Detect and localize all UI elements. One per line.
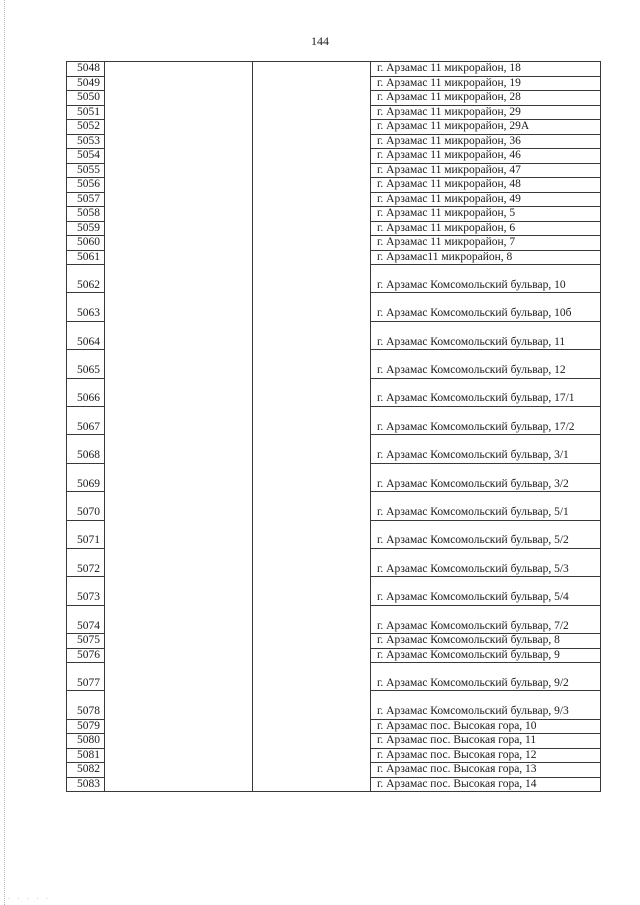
row-number-cell: 5072: [67, 548, 105, 576]
empty-cell: [253, 192, 371, 207]
table-row: [67, 378, 601, 406]
row-number-cell: 5063: [67, 293, 105, 321]
row-number-cell: 5075: [67, 634, 105, 649]
empty-cell: [253, 719, 371, 734]
empty-cell: [253, 777, 371, 792]
address-cell: г. Арзамас Комсомольский бульвар, 5/3: [371, 548, 601, 576]
empty-cell: [105, 648, 253, 663]
empty-cell: [253, 221, 371, 236]
empty-cell: [105, 378, 253, 406]
row-number-cell: 5060: [67, 236, 105, 251]
row-number-cell: 5053: [67, 134, 105, 149]
row-number-cell: 5068: [67, 435, 105, 463]
table-row: [67, 149, 601, 164]
address-cell: г. Арзамас 11 микрорайон, 49: [371, 192, 601, 207]
empty-cell: [105, 120, 253, 135]
table-row: [67, 178, 601, 193]
address-table-body: [67, 62, 601, 792]
empty-cell: [105, 62, 253, 77]
empty-cell: [105, 691, 253, 719]
row-number-cell: 5082: [67, 763, 105, 778]
empty-cell: [253, 406, 371, 434]
empty-cell: [253, 492, 371, 520]
empty-cell: [105, 492, 253, 520]
row-number-cell: 5065: [67, 350, 105, 378]
row-number-cell: 5073: [67, 577, 105, 605]
table-row: [67, 105, 601, 120]
address-cell: г. Арзамас пос. Высокая гора, 13: [371, 763, 601, 778]
table-row: [67, 777, 601, 792]
address-cell: г. Арзамас Комсомольский бульвар, 9/2: [371, 663, 601, 691]
row-number-cell: 5048: [67, 62, 105, 77]
footer-marks: . . . . .: [8, 893, 51, 901]
row-number-cell: 5071: [67, 520, 105, 548]
empty-cell: [253, 105, 371, 120]
empty-cell: [253, 378, 371, 406]
address-cell: г. Арзамас 11 микрорайон, 47: [371, 163, 601, 178]
row-number-cell: 5052: [67, 120, 105, 135]
empty-cell: [253, 321, 371, 349]
table-row: [67, 406, 601, 434]
empty-cell: [105, 178, 253, 193]
address-cell: г. Арзамас Комсомольский бульвар, 5/2: [371, 520, 601, 548]
address-cell: г. Арзамас 11 микрорайон, 36: [371, 134, 601, 149]
empty-cell: [253, 734, 371, 749]
address-cell: г. Арзамас 11 микрорайон, 48: [371, 178, 601, 193]
table-row: [67, 748, 601, 763]
empty-cell: [253, 463, 371, 491]
empty-cell: [253, 605, 371, 633]
table-row: [67, 163, 601, 178]
table-row: [67, 350, 601, 378]
row-number-cell: 5055: [67, 163, 105, 178]
empty-cell: [105, 406, 253, 434]
empty-cell: [253, 207, 371, 222]
empty-cell: [253, 763, 371, 778]
address-cell: г. Арзамас Комсомольский бульвар, 7/2: [371, 605, 601, 633]
row-number-cell: 5067: [67, 406, 105, 434]
address-cell: г. Арзамас 11 микрорайон, 46: [371, 149, 601, 164]
address-cell: г. Арзамас пос. Высокая гора, 14: [371, 777, 601, 792]
address-cell: г. Арзамас 11 микрорайон, 18: [371, 62, 601, 77]
table-row: [67, 577, 601, 605]
row-number-cell: 5058: [67, 207, 105, 222]
address-cell: г. Арзамас Комсомольский бульвар, 8: [371, 634, 601, 649]
empty-cell: [105, 321, 253, 349]
address-cell: г. Арзамас Комсомольский бульвар, 5/1: [371, 492, 601, 520]
address-cell: г. Арзамас пос. Высокая гора, 11: [371, 734, 601, 749]
empty-cell: [105, 221, 253, 236]
row-number-cell: 5066: [67, 378, 105, 406]
address-cell: г. Арзамас Комсомольский бульвар, 17/1: [371, 378, 601, 406]
address-cell: г. Арзамас 11 микрорайон, 6: [371, 221, 601, 236]
table-row: [67, 605, 601, 633]
row-number-cell: 5080: [67, 734, 105, 749]
empty-cell: [105, 350, 253, 378]
empty-cell: [105, 763, 253, 778]
empty-cell: [253, 748, 371, 763]
table-row: [67, 548, 601, 576]
table-row: [67, 62, 601, 77]
page-number: 144: [311, 34, 329, 48]
address-cell: г. Арзамас 11 микрорайон, 29А: [371, 120, 601, 135]
table-row: [67, 663, 601, 691]
row-number-cell: 5074: [67, 605, 105, 633]
table-row: [67, 250, 601, 265]
empty-cell: [253, 134, 371, 149]
row-number-cell: 5051: [67, 105, 105, 120]
row-number-cell: 5081: [67, 748, 105, 763]
empty-cell: [105, 734, 253, 749]
page-left-edge: [4, 0, 6, 905]
empty-cell: [105, 463, 253, 491]
table-row: [67, 236, 601, 251]
address-cell: г. Арзамас 11 микрорайон, 5: [371, 207, 601, 222]
empty-cell: [105, 149, 253, 164]
empty-cell: [253, 435, 371, 463]
address-cell: г. Арзамас 11 микрорайон, 28: [371, 91, 601, 106]
empty-cell: [105, 293, 253, 321]
empty-cell: [105, 777, 253, 792]
table-row: [67, 634, 601, 649]
empty-cell: [105, 748, 253, 763]
address-cell: г. Арзамас Комсомольский бульвар, 9: [371, 648, 601, 663]
table-row: [67, 76, 601, 91]
row-number-cell: 5083: [67, 777, 105, 792]
address-cell: г. Арзамас Комсомольский бульвар, 11: [371, 321, 601, 349]
empty-cell: [253, 663, 371, 691]
empty-cell: [253, 91, 371, 106]
address-cell: г. Арзамас Комсомольский бульвар, 12: [371, 350, 601, 378]
empty-cell: [105, 719, 253, 734]
address-cell: г. Арзамас Комсомольский бульвар, 10: [371, 265, 601, 293]
empty-cell: [253, 520, 371, 548]
table-row: [67, 435, 601, 463]
empty-cell: [105, 605, 253, 633]
address-cell: г. Арзамас Комсомольский бульвар, 10б: [371, 293, 601, 321]
empty-cell: [253, 548, 371, 576]
row-number-cell: 5050: [67, 91, 105, 106]
empty-cell: [105, 192, 253, 207]
empty-cell: [105, 207, 253, 222]
row-number-cell: 5079: [67, 719, 105, 734]
empty-cell: [253, 691, 371, 719]
table-row: [67, 763, 601, 778]
empty-cell: [105, 91, 253, 106]
empty-cell: [253, 149, 371, 164]
address-cell: г. Арзамас Комсомольский бульвар, 5/4: [371, 577, 601, 605]
empty-cell: [105, 163, 253, 178]
table-row: [67, 648, 601, 663]
row-number-cell: 5054: [67, 149, 105, 164]
address-cell: г. Арзамас 11 микрорайон, 7: [371, 236, 601, 251]
empty-cell: [253, 178, 371, 193]
empty-cell: [105, 435, 253, 463]
table-row: [67, 192, 601, 207]
empty-cell: [105, 105, 253, 120]
empty-cell: [253, 634, 371, 649]
table-row: [67, 520, 601, 548]
row-number-cell: 5056: [67, 178, 105, 193]
address-cell: г. Арзамас Комсомольский бульвар, 3/2: [371, 463, 601, 491]
row-number-cell: 5069: [67, 463, 105, 491]
empty-cell: [253, 76, 371, 91]
table-row: [67, 134, 601, 149]
address-cell: г. Арзамас Комсомольский бульвар, 9/3: [371, 691, 601, 719]
row-number-cell: 5078: [67, 691, 105, 719]
empty-cell: [105, 250, 253, 265]
table-row: [67, 321, 601, 349]
empty-cell: [105, 265, 253, 293]
address-cell: г. Арзамас11 микрорайон, 8: [371, 250, 601, 265]
row-number-cell: 5059: [67, 221, 105, 236]
table-row: [67, 734, 601, 749]
table-row: [67, 265, 601, 293]
address-cell: г. Арзамас 11 микрорайон, 29: [371, 105, 601, 120]
row-number-cell: 5070: [67, 492, 105, 520]
row-number-cell: 5077: [67, 663, 105, 691]
empty-cell: [253, 250, 371, 265]
address-table: [66, 61, 601, 792]
row-number-cell: 5049: [67, 76, 105, 91]
table-row: [67, 691, 601, 719]
table-row: [67, 91, 601, 106]
table-row: [67, 463, 601, 491]
empty-cell: [253, 293, 371, 321]
row-number-cell: 5076: [67, 648, 105, 663]
row-number-cell: 5057: [67, 192, 105, 207]
address-cell: г. Арзамас 11 микрорайон, 19: [371, 76, 601, 91]
table-row: [67, 120, 601, 135]
empty-cell: [253, 120, 371, 135]
empty-cell: [105, 520, 253, 548]
empty-cell: [253, 265, 371, 293]
address-cell: г. Арзамас Комсомольский бульвар, 17/2: [371, 406, 601, 434]
empty-cell: [105, 577, 253, 605]
empty-cell: [253, 648, 371, 663]
row-number-cell: 5061: [67, 250, 105, 265]
empty-cell: [105, 548, 253, 576]
table-row: [67, 207, 601, 222]
empty-cell: [105, 634, 253, 649]
table-row: [67, 719, 601, 734]
empty-cell: [253, 577, 371, 605]
table-row: [67, 492, 601, 520]
address-cell: г. Арзамас пос. Высокая гора, 12: [371, 748, 601, 763]
empty-cell: [105, 134, 253, 149]
row-number-cell: 5064: [67, 321, 105, 349]
empty-cell: [253, 163, 371, 178]
empty-cell: [253, 62, 371, 77]
empty-cell: [105, 236, 253, 251]
address-cell: г. Арзамас Комсомольский бульвар, 3/1: [371, 435, 601, 463]
empty-cell: [105, 663, 253, 691]
address-cell: г. Арзамас пос. Высокая гора, 10: [371, 719, 601, 734]
table-row: [67, 293, 601, 321]
table-row: [67, 221, 601, 236]
empty-cell: [253, 236, 371, 251]
row-number-cell: 5062: [67, 265, 105, 293]
empty-cell: [105, 76, 253, 91]
empty-cell: [253, 350, 371, 378]
